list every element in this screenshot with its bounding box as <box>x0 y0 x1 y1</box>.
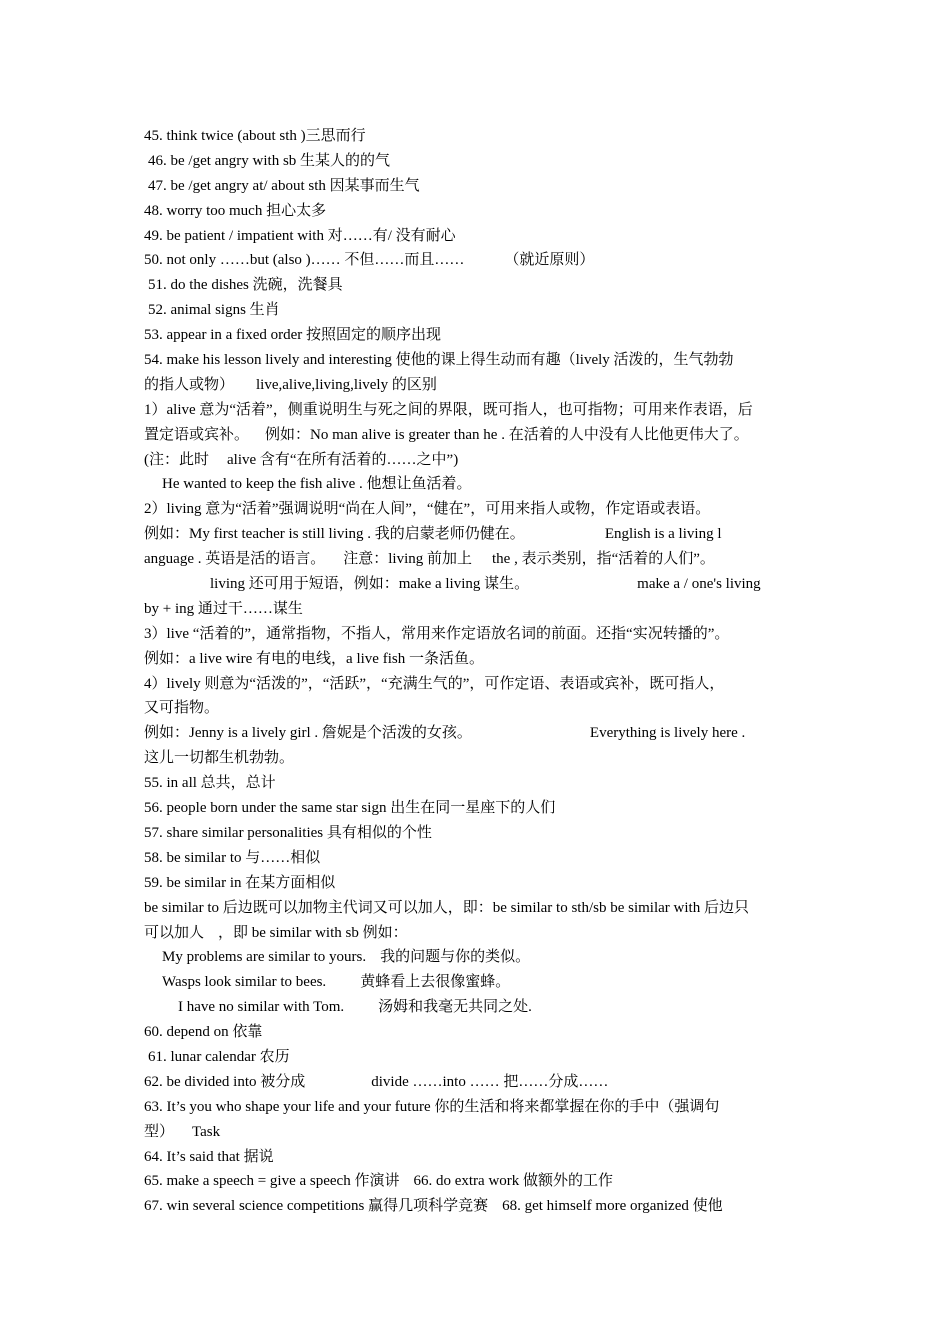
alive-example-2: He wanted to keep the fish alive . 他想让鱼活着。 <box>162 476 472 493</box>
note-67-68: 67. win several science competitions 赢得几项科学竞赛 68. get himself more organized 使他 <box>144 1198 723 1215</box>
note-46: 46. be /get angry with sb 生某人的的气 <box>148 152 391 169</box>
similar-example-1: My problems are similar to yours. 我的问题与你的类似。 <box>162 949 531 966</box>
lively-definition: 4）lively 则意为“活泼的”，“活跃”，“充满生气的”，可作定语、表语或宾补，既可指人， <box>144 675 725 692</box>
note-57: 57. share similar personalities 具有相似的个性 <box>144 824 432 841</box>
living-definition: 2）living 意为“活着”强调说明“尚在人间”，“健在”，可用来指人或物，作定语或表语。 <box>144 501 711 518</box>
living-phrase-cont: by + ing 通过干……谋生 <box>144 600 303 617</box>
live-example: 例如：a live wire 有电的电线，a live fish 一条活鱼。 <box>144 650 484 667</box>
alive-note: (注：此时 alive 含有“在所有活着的……之中”) <box>144 451 459 468</box>
lively-definition-cont: 又可指物。 <box>144 700 220 717</box>
note-48: 48. worry too much 担心太多 <box>144 202 327 219</box>
note-58: 58. be similar to 与……相似 <box>144 849 321 866</box>
note-49: 49. be patient / impatient with 对……有/ 没有耐心 <box>144 227 456 244</box>
note-54-cont: 的指人或物） live,alive,living,lively 的区别 <box>144 376 437 393</box>
note-50: 50. not only ……but (also )…… 不但……而且…… （就近原则） <box>144 252 595 269</box>
note-61: 61. lunar calendar 农历 <box>148 1048 290 1065</box>
alive-example: 置定语或宾补。 例如：No man alive is greater than he . 在活着的人中没有人比他更伟大了。 <box>144 426 749 443</box>
note-51: 51. do the dishes 洗碗，洗餐具 <box>148 277 343 294</box>
note-59: 59. be similar in 在某方面相似 <box>144 874 336 891</box>
living-example-cont: anguage . 英语是活的语言。 注意：living 前加上 the , 表示类别，指“活着的人们”。 <box>144 551 715 568</box>
note-53: 53. appear in a fixed order 按照固定的顺序出现 <box>144 327 442 344</box>
note-54: 54. make his lesson lively and interesting 使他的课上得生动而有趣（lively 活泼的，生气勃勃 <box>144 352 734 369</box>
similar-example-3: I have no similar with Tom. 汤姆和我毫无共同之处. <box>178 999 532 1016</box>
living-example: 例如：My first teacher is still living . 我的启蒙老师仍健在。 English is a living l <box>144 526 722 543</box>
alive-definition: 1）alive 意为“活着”，侧重说明生与死之间的界限，既可指人，也可指物；可用来作表语，后 <box>144 401 753 418</box>
note-47: 47. be /get angry at/ about sth 因某事而生气 <box>148 177 420 194</box>
note-55: 55. in all 总共，总计 <box>144 775 276 792</box>
similar-explanation: be similar to 后边既可以加物主代词又可以加人，即：be similar to sth/sb be similar with 后边只 <box>144 899 749 916</box>
note-63: 63. It’s you who shape your life and your future 你的生活和将来都掌握在你的手中（强调句 <box>144 1098 720 1115</box>
living-phrase: living 还可用于短语，例如：make a living 谋生。 make a / one's living <box>210 576 761 593</box>
note-62: 62. be divided into 被分成 divide ……into …… 把……分成…… <box>144 1073 609 1090</box>
note-60: 60. depend on 依靠 <box>144 1024 263 1041</box>
similar-example-2: Wasps look similar to bees. 黄蜂看上去很像蜜蜂。 <box>162 974 511 991</box>
lively-example: 例如：Jenny is a lively girl . 詹妮是个活泼的女孩。 Everything is lively here . <box>144 725 746 742</box>
note-63-cont: 型） Task <box>144 1123 221 1140</box>
note-45: 45. think twice (about sth )三思而行 <box>144 128 366 144</box>
document-page <box>144 124 809 1219</box>
note-52: 52. animal signs 生肖 <box>148 302 280 319</box>
lively-example-cont: 这儿一切都生机勃勃。 <box>144 750 295 767</box>
note-65-66: 65. make a speech = give a speech 作演讲 66. do extra work 做额外的工作 <box>144 1173 614 1190</box>
note-56: 56. people born under the same star sign 出生在同一星座下的人们 <box>144 800 556 817</box>
live-definition: 3）live “活着的”，通常指物，不指人，常用来作定语放名词的前面。还指“实况转播的”。 <box>144 625 730 642</box>
note-64: 64. It’s said that 据说 <box>144 1148 274 1165</box>
similar-explanation-cont: 可以加人 ，即 be similar with sb 例如： <box>144 924 408 941</box>
